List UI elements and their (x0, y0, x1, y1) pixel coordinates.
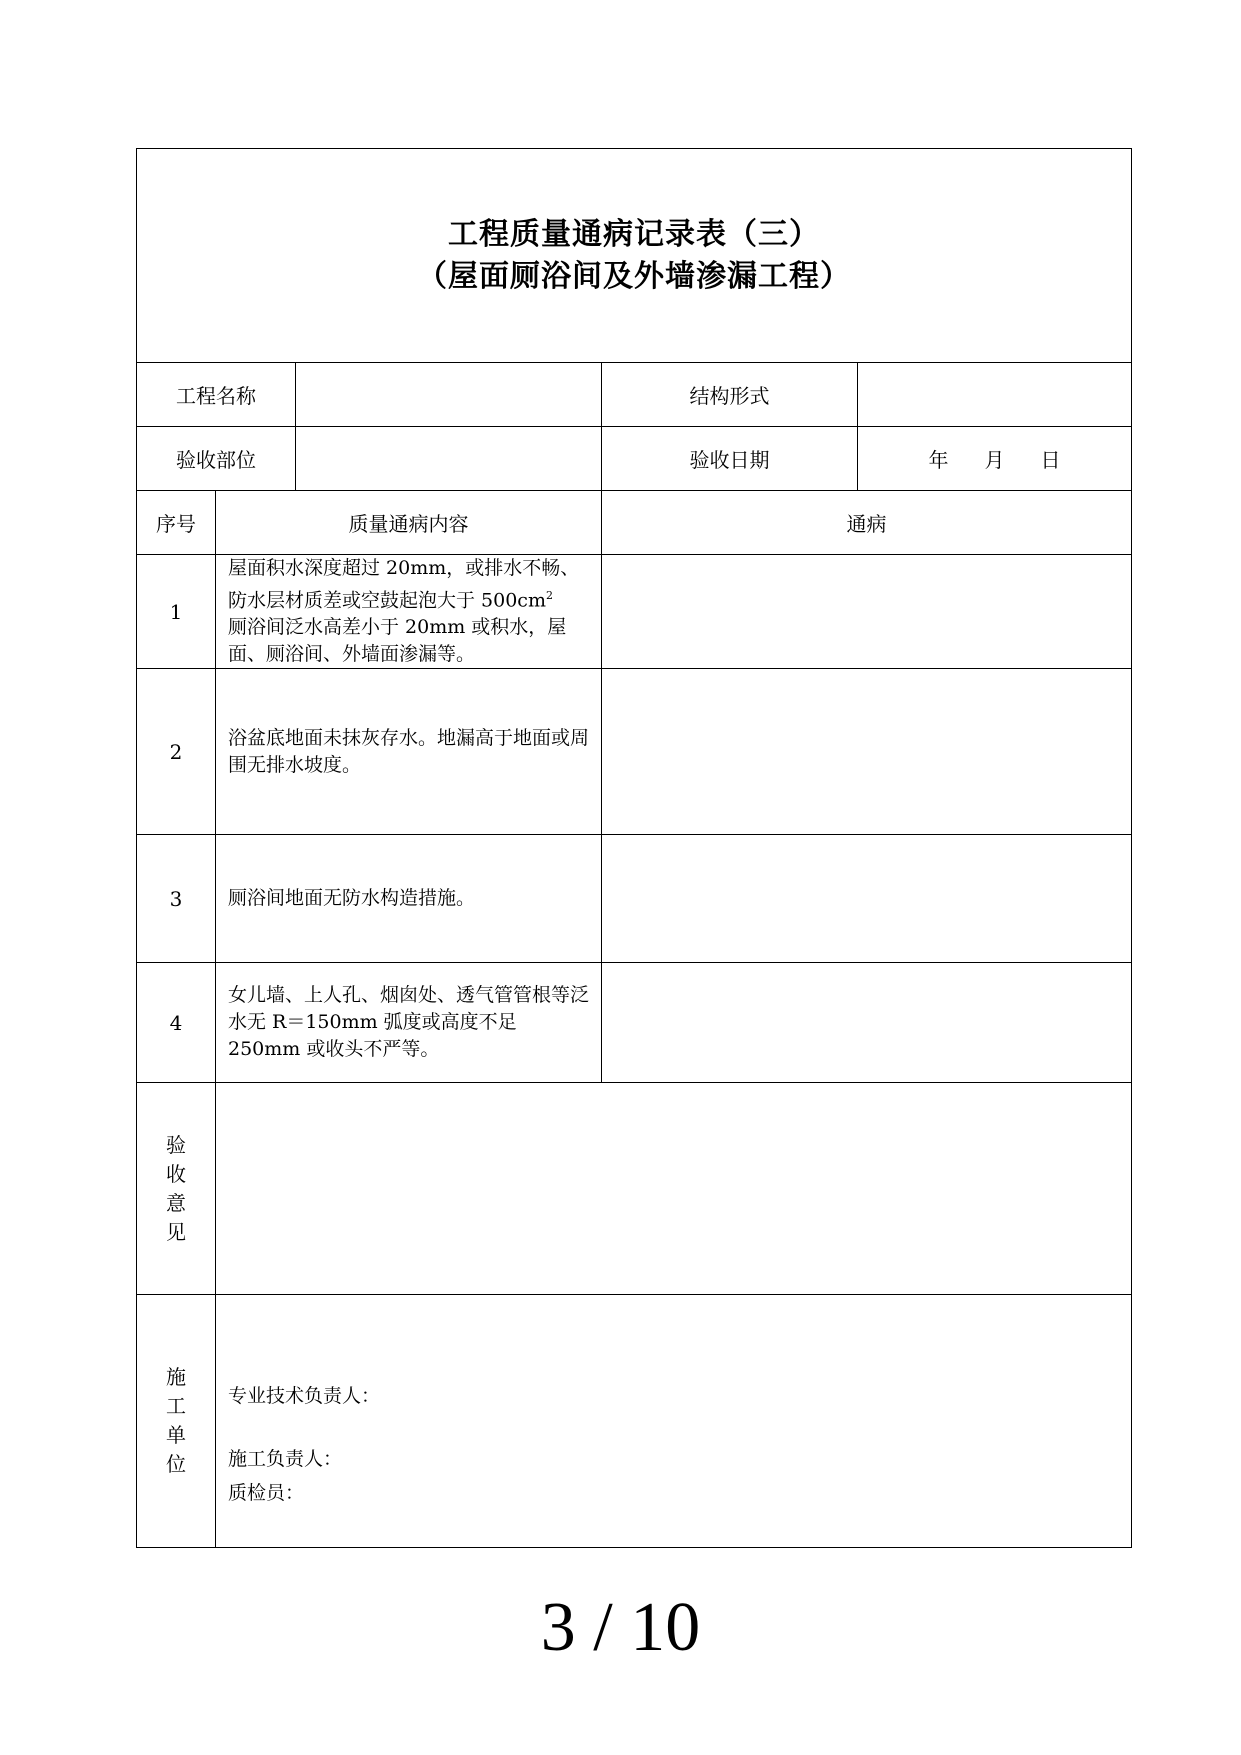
row-issue-field[interactable] (601, 963, 1131, 1082)
row-seq: 2 (169, 739, 183, 764)
date-year: 年 (928, 448, 949, 472)
row-content (215, 555, 601, 668)
opinion-label-char: 见 (166, 1219, 186, 1244)
acceptance-opinion-row (137, 1083, 1131, 1295)
col-header-content: 质量通病内容 (215, 491, 601, 554)
construction-label-char: 施 (166, 1365, 186, 1389)
table-row (137, 963, 1131, 1083)
tech-lead-signature[interactable]: 专业技术负责人： (228, 1385, 381, 1407)
row-content: 厕浴间地面无防水构造措施。 (215, 835, 601, 962)
form-title-area (137, 149, 1131, 363)
form-subtitle: （屋面厕浴间及外墙渗漏工程） (417, 258, 851, 294)
acceptance-date-label: 验收日期 (601, 427, 857, 490)
row-issue-field[interactable] (601, 669, 1131, 834)
date-day: 日 (1040, 448, 1061, 472)
structure-type-label: 结构形式 (601, 363, 857, 426)
row-content: 女儿墙、上人孔、烟囱处、透气管管根等泛水无 R＝150mm 弧度或高度不足 250mm 或收头不严等。 (215, 963, 601, 1082)
acceptance-opinion-field[interactable] (215, 1083, 1131, 1294)
structure-type-field[interactable] (857, 363, 1131, 426)
construction-unit-label (137, 1295, 215, 1547)
acceptance-date-field[interactable] (857, 427, 1131, 490)
opinion-label-char: 意 (166, 1190, 186, 1215)
construction-unit-signatures (215, 1295, 1131, 1547)
row-content-text-tail: 厕浴间泛水高差小于 20mm 或积水，屋面、厕浴间、外墙面渗漏等。 (228, 616, 567, 666)
construction-label-char: 工 (166, 1394, 186, 1418)
acceptance-part-row (137, 427, 1131, 491)
table-row (137, 669, 1131, 835)
project-name-row (137, 363, 1131, 427)
col-header-seq: 序号 (156, 512, 196, 536)
date-month: 月 (984, 448, 1005, 472)
quality-record-form (136, 148, 1132, 1548)
opinion-label-char: 收 (166, 1161, 186, 1186)
row-seq: 3 (169, 886, 183, 911)
acceptance-part-label: 验收部位 (176, 448, 256, 472)
table-row (137, 555, 1131, 669)
construction-label-char: 单 (166, 1423, 186, 1447)
opinion-label-char: 验 (166, 1132, 186, 1157)
page-number: 3 / 10 (540, 1589, 701, 1666)
table-header-row (137, 491, 1131, 555)
construction-unit-row (137, 1295, 1131, 1547)
row-issue-field[interactable] (601, 555, 1131, 668)
row-issue-field[interactable] (601, 835, 1131, 962)
project-name-label: 工程名称 (176, 384, 256, 408)
construction-label-char: 位 (166, 1452, 186, 1476)
row-content-text: 屋面积水深度超过 20mm，或排水不畅、防水层材质差或空鼓起泡大于 500cm (228, 556, 580, 612)
inspector-signature[interactable]: 质检员： (228, 1482, 305, 1504)
col-header-issue: 通病 (601, 491, 1131, 554)
row-content: 浴盆底地面未抹灰存水。地漏高于地面或周围无排水坡度。 (215, 669, 601, 834)
construction-lead-signature[interactable]: 施工负责人： (228, 1448, 343, 1470)
form-title: 工程质量通病记录表（三） (448, 216, 820, 252)
row-seq: 4 (169, 1010, 183, 1035)
table-row (137, 835, 1131, 963)
acceptance-opinion-label (137, 1083, 215, 1294)
row-seq: 1 (169, 599, 183, 624)
project-name-field[interactable] (295, 363, 601, 426)
acceptance-part-field[interactable] (295, 427, 601, 490)
row-content-superscript: 2 (545, 588, 553, 602)
